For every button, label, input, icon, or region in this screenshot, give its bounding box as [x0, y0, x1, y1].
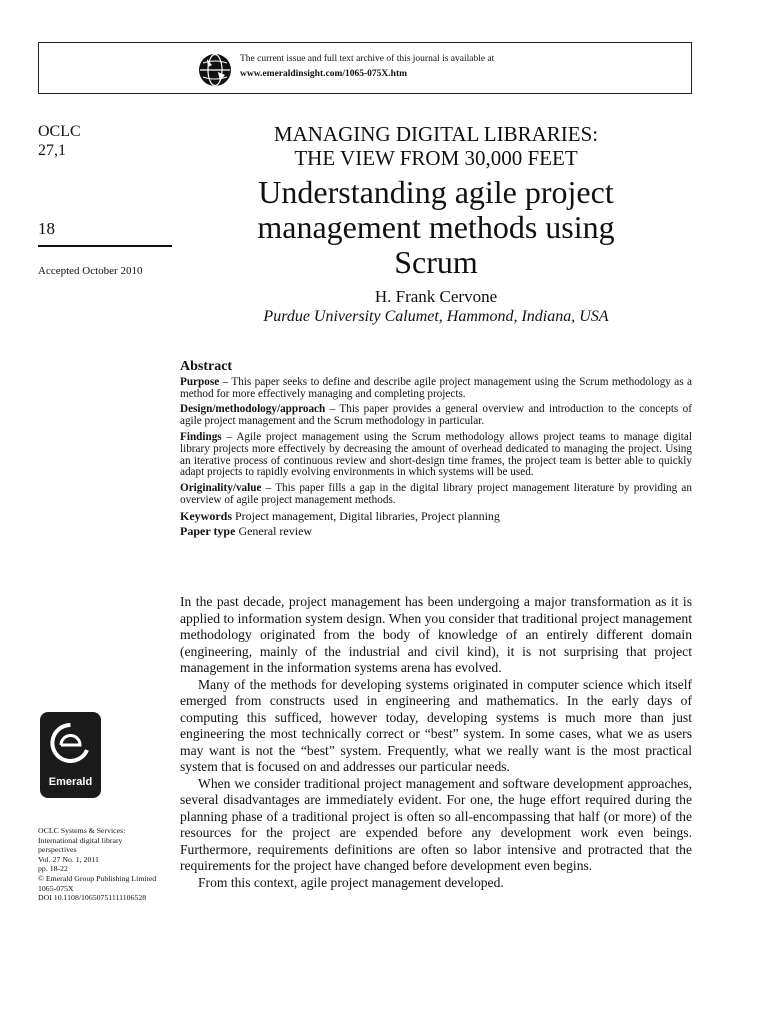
accepted-date: Accepted October 2010 — [38, 265, 143, 277]
citation-block — [38, 826, 178, 903]
paper-type-label: Paper type — [180, 523, 236, 538]
journal-code: OCLC — [38, 123, 81, 140]
author-affiliation: Purdue University Calumet, Hammond, Indiana, USA — [263, 308, 609, 325]
abstract-design — [180, 404, 692, 428]
purpose-text: – This paper seeks to define and describe agile project management using the Scrum methodology as a method for more effectively managing and completing projects. — [180, 375, 692, 400]
citation-subtitle-1: International digital library — [38, 835, 123, 845]
margin-divider — [38, 245, 172, 247]
purpose-label: Purpose — [180, 375, 220, 388]
article-title-line3: Scrum — [394, 244, 478, 280]
citation-volume: Vol. 27 No. 1, 2011 — [38, 854, 99, 864]
citation-pages: pp. 18-22 — [38, 864, 68, 874]
citation-journal: OCLC Systems & Services: — [38, 826, 126, 835]
abstract-findings — [180, 432, 692, 479]
originality-label: Originality/value — [180, 482, 262, 495]
abstract-purpose — [180, 377, 692, 401]
findings-label: Findings — [180, 430, 222, 443]
body-paragraph-4: From this context, agile project management developed. — [198, 874, 504, 890]
paper-type-text: General review — [235, 523, 313, 538]
author-name: H. Frank Cervone — [374, 287, 498, 306]
journal-url-link[interactable]: www.emeraldinsight.com/1065-075X.htm — [240, 69, 408, 79]
body-paragraph-1: In the past decade, project management has been undergoing a major transformation as it is applied to information system design. When you consider that traditional project management methodology originated from the body of knowledge of an entirely different domain (engineering, mainly of the industrial and civil kind), it is not surprising that project management in the information systems arena has evolved. — [180, 594, 692, 675]
globe-icon — [198, 53, 232, 87]
citation-copyright: © Emerald Group Publishing Limited — [38, 873, 157, 883]
abstract-section — [180, 361, 692, 537]
design-label: Design/methodology/approach — [180, 403, 326, 416]
emerald-e-icon — [47, 720, 94, 772]
paper-type-line — [180, 523, 692, 538]
journal-volume: 27,1 — [38, 142, 66, 159]
emerald-logo — [40, 712, 101, 798]
article-title-line2: management methods using — [257, 209, 615, 245]
abstract-heading: Abstract — [180, 359, 233, 374]
emerald-logo-text: Emerald — [48, 776, 93, 788]
abstract-originality — [180, 483, 692, 507]
originality-text: – This paper fills a gap in the digital library project management literature by providing an overview of agile project management methods. — [180, 482, 692, 506]
citation-doi: DOI 10.1108/10650751111106528 — [38, 893, 147, 903]
keywords-text: Project management, Digital libraries, Project planning — [232, 508, 500, 523]
body-paragraph-2: Many of the methods for developing systems originated in computer science which itself emerged from constructs used in engineering and mathematics. In the early days of computing this sufficed, however today, developing systems is much more than just engineering the most technically correct or “best” system. In some cases, what we as users may want is not the “best” system. Frequently, what we really want is the most practical system that is focused on and addresses our particular needs. — [180, 676, 692, 774]
page-number: 18 — [38, 219, 55, 238]
body-text — [180, 594, 692, 891]
keywords-label: Keywords — [180, 508, 232, 523]
design-text: – This paper provides a general overview and introduction to the concepts of agile project management and the Scrum methodology in particular. — [180, 403, 692, 428]
findings-text: – Agile project management using the Scrum methodology allows project teams to manage digital library projects more effectively by decreasing the amount of overhead dedicated to managing the project. Using an iterative process of continuous review and short-design time frames, the project team is better able to quickly adapt projects to rapidly evolving environments in which systems will be used. — [180, 430, 692, 479]
citation-issn: 1065-075X — [38, 883, 74, 893]
series-title-line1: MANAGING DIGITAL LIBRARIES: — [273, 122, 599, 146]
citation-subtitle-2: perspectives — [38, 845, 77, 855]
article-title-line1: Understanding agile project — [258, 174, 614, 210]
body-paragraph-3: When we consider traditional project management and software development approaches, several disadvantages are immediately evident. For one, the huge effort required during the planning phase of a traditional project is often so all-encompassing that half (or more) of the resources for the project are expended before any development work even beings. Furthermore, requirements definitions are often so labor intensive and protracted that the requirements for the project have changed before development even begins. — [180, 775, 692, 873]
series-title-line2: THE VIEW FROM 30,000 FEET — [294, 146, 578, 170]
keywords-line — [180, 508, 692, 523]
archive-notice: The current issue and full text archive of this journal is available at — [240, 54, 495, 64]
